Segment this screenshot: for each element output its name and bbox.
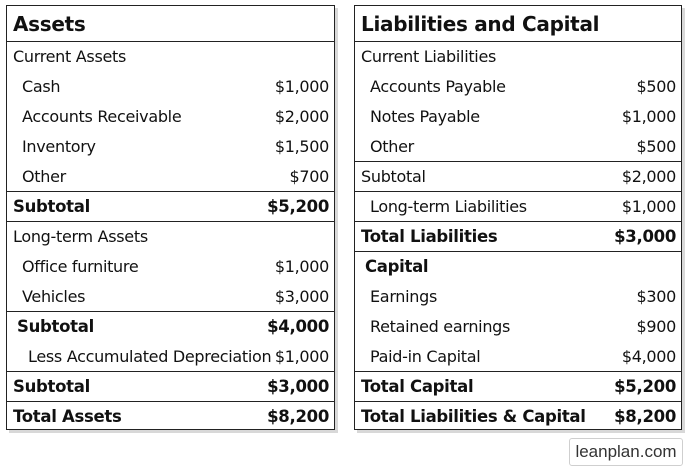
current-liabilities-subtotal-label: Subtotal xyxy=(361,167,426,186)
cash-row xyxy=(7,71,334,101)
earnings-value: $300 xyxy=(636,286,676,306)
notes-value: $1,000 xyxy=(621,106,676,126)
paid-in-capital-value: $4,000 xyxy=(621,346,676,366)
current-assets-header-row xyxy=(7,41,334,71)
longterm-assets-subtotal-label: Subtotal xyxy=(17,317,94,336)
furniture-value: $1,000 xyxy=(274,256,329,276)
assets-other-row xyxy=(7,161,334,191)
retained-earnings-label: Retained earnings xyxy=(370,316,511,336)
paid-in-capital-row xyxy=(355,341,681,371)
furniture-label: Office furniture xyxy=(22,256,139,276)
notes-label: Notes Payable xyxy=(370,106,480,126)
notes-row xyxy=(355,101,681,131)
depreciation-label: Less Accumulated Depreciation xyxy=(28,346,272,366)
total-capital-label: Total Capital xyxy=(361,377,474,396)
current-liabilities-header: Current Liabilities xyxy=(361,47,497,66)
total-assets-value: $8,200 xyxy=(267,407,329,426)
net-assets-subtotal-value: $3,000 xyxy=(267,377,329,396)
vehicles-label: Vehicles xyxy=(22,286,86,306)
current-assets-subtotal-label: Subtotal xyxy=(13,197,90,216)
longterm-liabilities-row xyxy=(355,191,681,221)
total-liabilities-value: $3,000 xyxy=(614,227,676,246)
liabilities-other-label: Other xyxy=(370,136,414,156)
assets-panel xyxy=(6,5,335,430)
current-assets-subtotal-row xyxy=(7,191,334,221)
longterm-assets-header: Long-term Assets xyxy=(13,227,148,246)
inventory-label: Inventory xyxy=(22,136,96,156)
cash-label: Cash xyxy=(22,76,61,96)
liabilities-other-row xyxy=(355,131,681,161)
liabilities-title: Liabilities and Capital xyxy=(361,11,600,36)
total-liabilities-capital-row xyxy=(355,401,681,431)
retained-earnings-value: $900 xyxy=(636,316,676,336)
total-liabilities-label: Total Liabilities xyxy=(361,227,498,246)
current-liabilities-header-row xyxy=(355,41,681,71)
leanplan-watermark: leanplan.com xyxy=(569,438,683,466)
paid-in-capital-label: Paid-in Capital xyxy=(370,346,481,366)
current-assets-subtotal-value: $5,200 xyxy=(267,197,329,216)
receivable-label: Accounts Receivable xyxy=(22,106,182,126)
cash-value: $1,000 xyxy=(274,76,329,96)
assets-title: Assets xyxy=(13,11,86,36)
total-liabilities-capital-value: $8,200 xyxy=(614,407,676,426)
payable-row xyxy=(355,71,681,101)
liabilities-title-row xyxy=(355,6,681,41)
capital-header-row xyxy=(355,251,681,281)
inventory-row xyxy=(7,131,334,161)
receivable-value: $2,000 xyxy=(274,106,329,126)
longterm-assets-header-row xyxy=(7,221,334,251)
longterm-liabilities-value: $1,000 xyxy=(621,197,676,216)
vehicles-row xyxy=(7,281,334,311)
retained-earnings-row xyxy=(355,311,681,341)
total-liabilities-row xyxy=(355,221,681,251)
total-capital-row xyxy=(355,371,681,401)
net-assets-subtotal-row xyxy=(7,371,334,401)
liabilities-other-value: $500 xyxy=(636,136,676,156)
total-assets-label: Total Assets xyxy=(13,407,122,426)
liabilities-panel xyxy=(354,5,682,430)
vehicles-value: $3,000 xyxy=(274,286,329,306)
furniture-row xyxy=(7,251,334,281)
current-liabilities-subtotal-row xyxy=(355,161,681,191)
payable-value: $500 xyxy=(636,76,676,96)
assets-title-row xyxy=(7,6,334,41)
total-liabilities-capital-label: Total Liabilities & Capital xyxy=(361,407,586,426)
receivable-row xyxy=(7,101,334,131)
longterm-assets-subtotal-value: $4,000 xyxy=(267,317,329,336)
capital-header: Capital xyxy=(365,257,429,276)
earnings-row xyxy=(355,281,681,311)
assets-other-label: Other xyxy=(22,166,66,186)
payable-label: Accounts Payable xyxy=(370,76,506,96)
inventory-value: $1,500 xyxy=(274,136,329,156)
current-liabilities-subtotal-value: $2,000 xyxy=(621,167,676,186)
longterm-assets-subtotal-row xyxy=(7,311,334,341)
total-capital-value: $5,200 xyxy=(614,377,676,396)
total-assets-row xyxy=(7,401,334,431)
current-assets-header: Current Assets xyxy=(13,47,127,66)
longterm-liabilities-label: Long-term Liabilities xyxy=(370,197,527,216)
depreciation-value: $1,000 xyxy=(274,346,329,366)
net-assets-subtotal-label: Subtotal xyxy=(13,377,90,396)
earnings-label: Earnings xyxy=(370,286,438,306)
depreciation-row xyxy=(7,341,334,371)
assets-other-value: $700 xyxy=(289,166,329,186)
